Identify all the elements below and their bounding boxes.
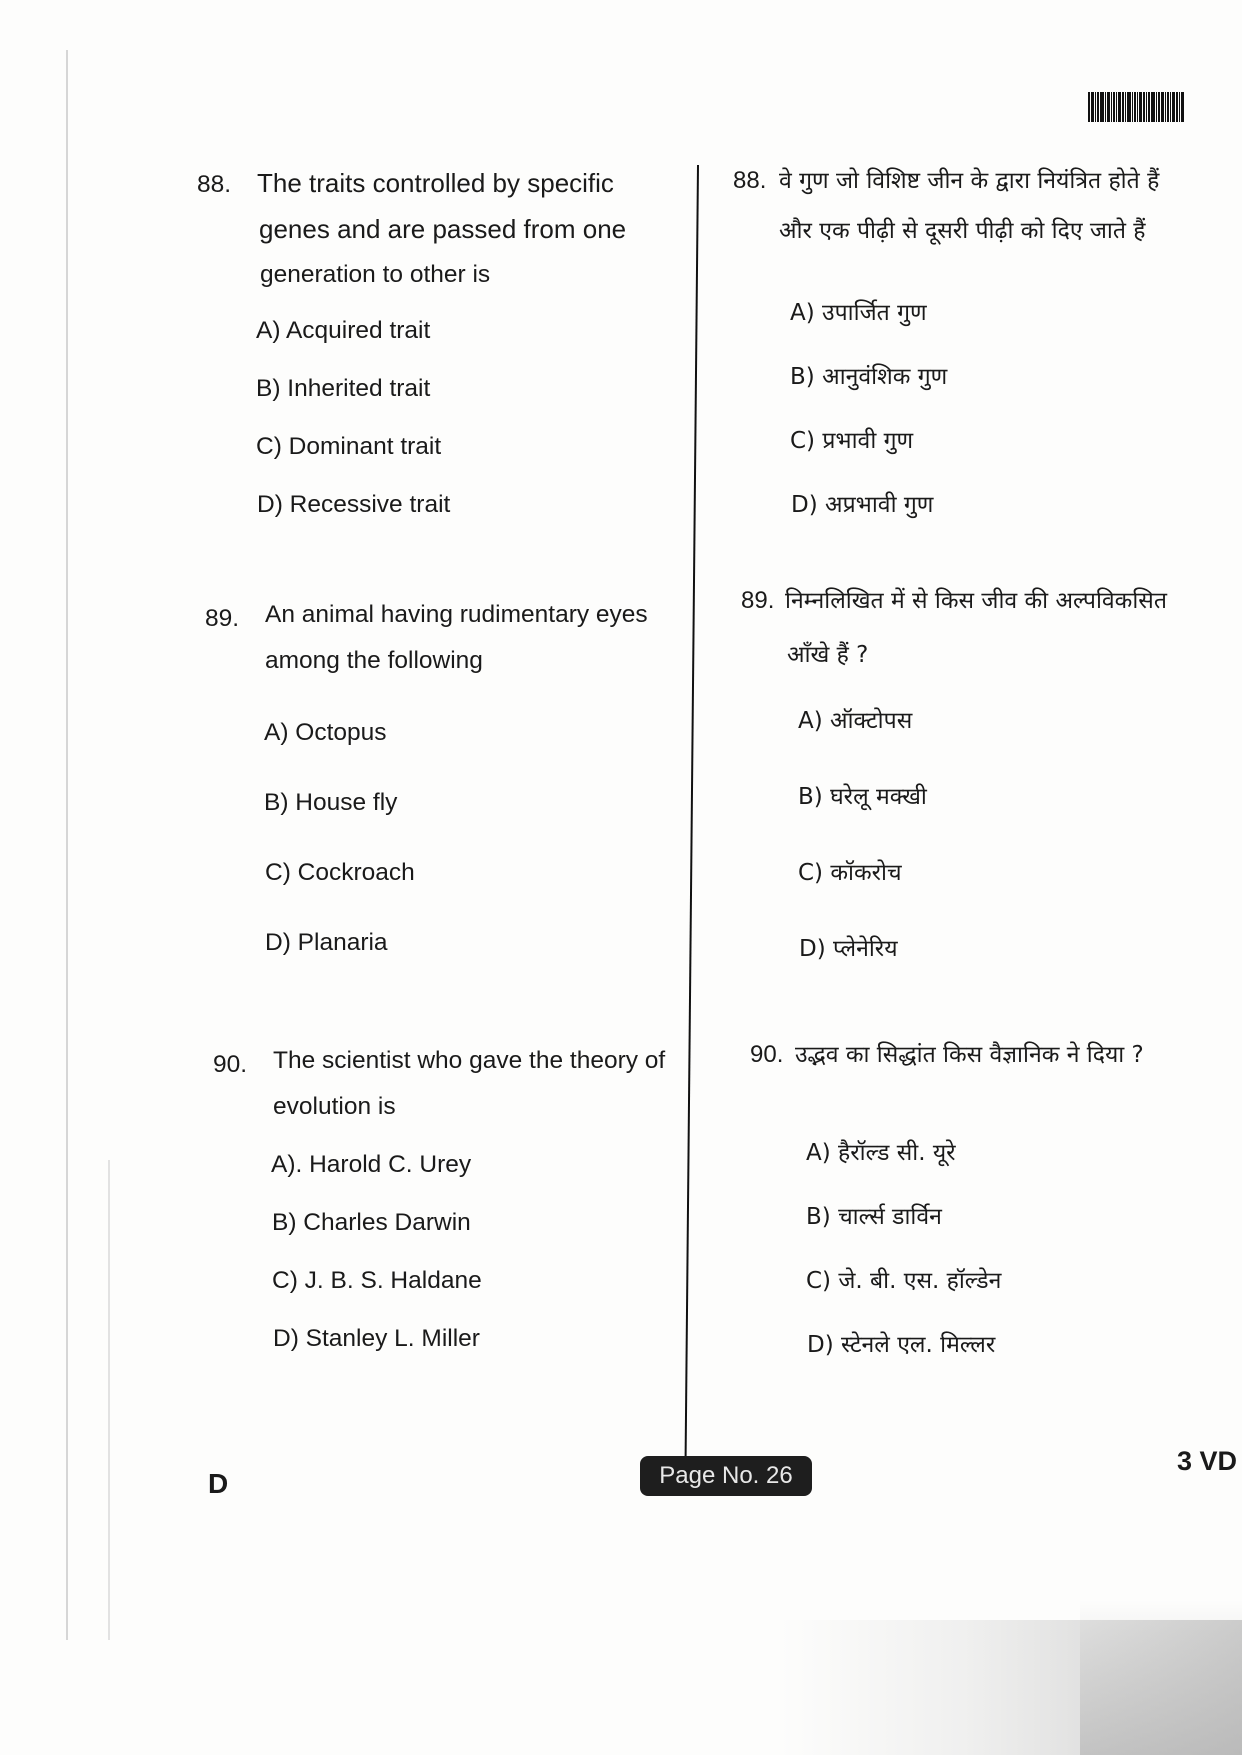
option-b: B) House fly (264, 789, 398, 816)
option-a: A) Octopus (264, 719, 387, 746)
option-b: B) आनुवंशिक गुण (790, 364, 948, 390)
option-d: D) Recessive trait (257, 491, 451, 518)
scan-shadow (1080, 1600, 1242, 1755)
question-88-en (197, 162, 677, 542)
question-text-line: और एक पीढ़ी से दूसरी पीढ़ी को दिए जाते हैं (779, 218, 1146, 244)
question-text-line: evolution is (273, 1093, 396, 1120)
scan-edge-line (108, 1160, 110, 1640)
question-number: 89. (741, 587, 775, 614)
option-d: D) Stanley L. Miller (273, 1325, 480, 1352)
booklet-series: D (208, 1468, 229, 1499)
question-text-line: The scientist who gave the theory of (273, 1047, 666, 1074)
option-d: D) प्लेनेरिय (799, 936, 898, 962)
option-b: B) Charles Darwin (272, 1209, 471, 1236)
option-a: A) हैरॉल्ड सी. यूरे (806, 1140, 956, 1166)
option-c: C) कॉकरोच (798, 860, 902, 886)
page-number-badge: Page No. 26 (640, 1456, 812, 1496)
question-text-line: generation to other is (260, 261, 491, 288)
option-a: A) ऑक्टोपस (798, 708, 913, 734)
question-number: 88. (197, 171, 232, 198)
question-89-en (205, 596, 685, 976)
paper-code: 3 VD (1177, 1446, 1238, 1476)
question-89-hi (741, 578, 1211, 978)
question-text-line: उद्भव का सिद्धांत किस वैज्ञानिक ने दिया ? (795, 1042, 1144, 1068)
scan-edge-line (66, 50, 68, 1640)
option-d: D) स्टेनले एल. मिल्लर (807, 1332, 996, 1358)
question-text-line: निम्नलिखित में से किस जीव की अल्पविकसित (785, 588, 1167, 614)
option-b: B) घरेलू मक्खी (798, 784, 927, 810)
question-text-line: genes and are passed from one (259, 214, 627, 244)
option-a: A). Harold C. Urey (271, 1151, 472, 1178)
option-b: B) Inherited trait (256, 375, 431, 402)
question-number: 90. (750, 1041, 784, 1068)
option-c: C) प्रभावी गुण (790, 428, 914, 454)
option-c: C) जे. बी. एस. हॉल्डेन (806, 1268, 1002, 1294)
question-number: 88. (733, 167, 767, 194)
question-text-line: An animal having rudimentary eyes (265, 601, 648, 628)
option-a: A) Acquired trait (256, 317, 431, 344)
question-text-line: The traits controlled by specific (257, 168, 614, 198)
question-90-en (213, 1042, 693, 1372)
question-text-line: आँखे हैं ? (787, 642, 869, 668)
option-c: C) Cockroach (265, 859, 415, 886)
option-c: C) Dominant trait (256, 433, 442, 460)
question-number: 90. (213, 1051, 248, 1078)
option-d: D) Planaria (265, 929, 388, 956)
question-90-hi (750, 1032, 1220, 1372)
question-number: 89. (205, 605, 240, 632)
option-a: A) उपार्जित गुण (790, 300, 927, 326)
question-text-line: among the following (265, 647, 483, 674)
option-d: D) अप्रभावी गुण (791, 492, 934, 518)
barcode (1088, 92, 1208, 122)
option-c: C) J. B. S. Haldane (272, 1267, 482, 1294)
question-text-line: वे गुण जो विशिष्ट जीन के द्वारा नियंत्रित होते हैं (779, 168, 1160, 194)
question-88-hi (733, 158, 1203, 538)
option-b: B) चार्ल्स डार्विन (806, 1204, 942, 1230)
